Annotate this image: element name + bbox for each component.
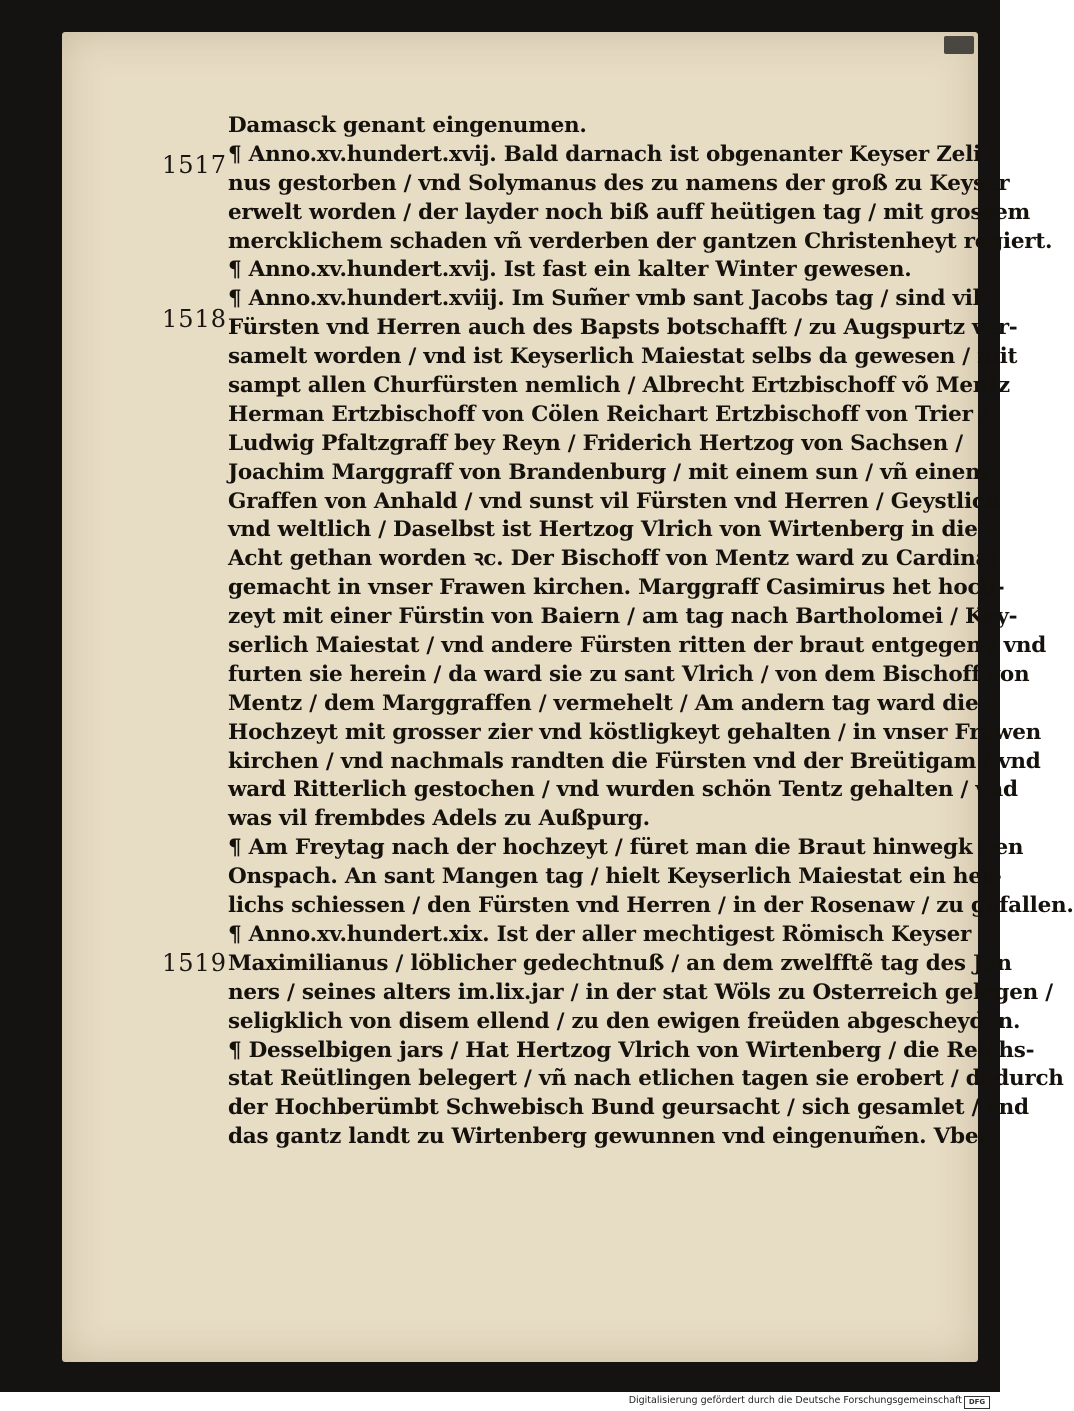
- text-line: Herman Ertzbischoff von Cölen Reichart Ertzbischoff von Trier /: [228, 401, 988, 427]
- text-line: mercklichem schaden vñ verderben der gantzen Christenheyt regiert.: [228, 228, 1053, 254]
- text-line: samelt worden / vnd ist Keyserlich Maiestat selbs da gewesen / mit: [228, 344, 1018, 370]
- text-line: Graffen von Anhald / vnd sunst vil Fürsten vnd Herren / Geystlich: [228, 488, 1001, 514]
- text-line: zeyt mit einer Fürstin von Baiern / am tag nach Bartholomei / Key-: [228, 604, 1018, 630]
- text-line: nus gestorben / vnd Solymanus des zu namens der groß zu Keyser: [228, 170, 1010, 196]
- margin-year-1518: 1518: [162, 305, 228, 333]
- text-line: erwelt worden / der layder noch biß auff heütigen tag / mit grossem: [228, 199, 1031, 225]
- text-line: serlich Maiestat / vnd andere Fürsten ritten der braut entgegen / vnd: [228, 633, 1047, 659]
- text-line: ¶ Anno.xv.hundert.xix. Ist der aller mechtigest Römisch Keyser: [228, 921, 972, 947]
- dfg-logo: DFG: [964, 1396, 990, 1409]
- margin-year-1517: 1517: [162, 151, 228, 179]
- text-line: Fürsten vnd Herren auch des Bapsts botschafft / zu Augspurtz ver-: [228, 315, 1018, 341]
- text-line: ward Ritterlich gestochen / vnd wurden schön Tentz gehalten / vnd: [228, 777, 1018, 803]
- text-line: ¶ Anno.xv.hundert.xvij. Ist fast ein kalter Winter gewesen.: [228, 257, 912, 283]
- text-line: Ludwig Pfaltzgraff bey Reyn / Friderich Hertzog von Sachsen /: [228, 430, 963, 456]
- text-line: Hochzeyt mit grosser zier vnd köstligkeyt gehalten / in vnser Frawen: [228, 719, 1042, 745]
- text-line: kirchen / vnd nachmals randten die Fürsten vnd der Breütigam / vnd: [228, 748, 1041, 774]
- text-line: ¶ Anno.xv.hundert.xviij. Im Sum̃er vmb sant Jacobs tag / sind vil: [228, 286, 981, 312]
- text-line: Mentz / dem Marggraffen / vermehelt / Am andern tag ward die: [228, 690, 979, 716]
- text-line: vnd weltlich / Daselbst ist Hertzog Vlrich von Wirtenberg in die: [228, 517, 978, 543]
- margin-year-1519: 1519: [162, 949, 228, 977]
- text-line: gemacht in vnser Frawen kirchen. Marggraff Casimirus het hoch-: [228, 575, 1005, 601]
- text-line: Acht gethan worden ꝛc. Der Bischoff von Mentz ward zu Cardinal: [228, 546, 998, 572]
- text-line: ¶ Anno.xv.hundert.xvij. Bald darnach ist obgenanter Keyser Zeli-: [228, 141, 990, 167]
- text-line: seligklich von disem ellend / zu den ewigen freüden abgescheyden.: [228, 1008, 1021, 1034]
- footer-bar: [0, 1392, 1000, 1411]
- text-line: sampt allen Churfürsten nemlich / Albrecht Ertzbischoff võ Mentz: [228, 373, 1010, 399]
- text-line: Maximilianus / löblicher gedechtnuß / an dem zwelfftẽ tag des Jen: [228, 950, 1012, 976]
- text-line: furten sie herein / da ward sie zu sant Vlrich / von dem Bischoff von: [228, 661, 1030, 687]
- text-line: Onspach. An sant Mangen tag / hielt Keyserlich Maiestat ein her-: [228, 864, 1002, 890]
- text-line: ners / seines alters im.lix.jar / in der stat Wöls zu Osterreich gelegen /: [228, 979, 1053, 1005]
- text-line: das gantz landt zu Wirtenberg gewunnen vnd eingenum̃en. Vber: [228, 1124, 990, 1150]
- footer-credit: Digitalisierung gefördert durch die Deutsche Forschungsgemeinschaft: [628, 1395, 962, 1406]
- text-line: ¶ Am Freytag nach der hochzeyt / füret man die Braut hinwegk gen: [228, 835, 1024, 861]
- text-line: lichs schiessen / den Fürsten vnd Herren / in der Rosenaw / zu gefallen.: [228, 893, 1074, 919]
- body-text: [228, 112, 1074, 1152]
- text-line: was vil frembdes Adels zu Außpurg.: [228, 806, 650, 832]
- text-line: der Hochberümbt Schwebisch Bund geursacht / sich gesamlet / vnd: [228, 1095, 1029, 1121]
- text-line: Damasck genant eingenumen.: [228, 113, 587, 138]
- text-line: stat Reütlingen belegert / vñ nach etlichen tagen sie erobert / dadurch: [228, 1066, 1064, 1092]
- page-corner-mark: [944, 36, 974, 54]
- text-line: Joachim Marggraff von Brandenburg / mit einem sun / vñ einem: [228, 459, 988, 485]
- text-line: ¶ Desselbigen jars / Hat Hertzog Vlrich von Wirtenberg / die Reichs-: [228, 1037, 1035, 1063]
